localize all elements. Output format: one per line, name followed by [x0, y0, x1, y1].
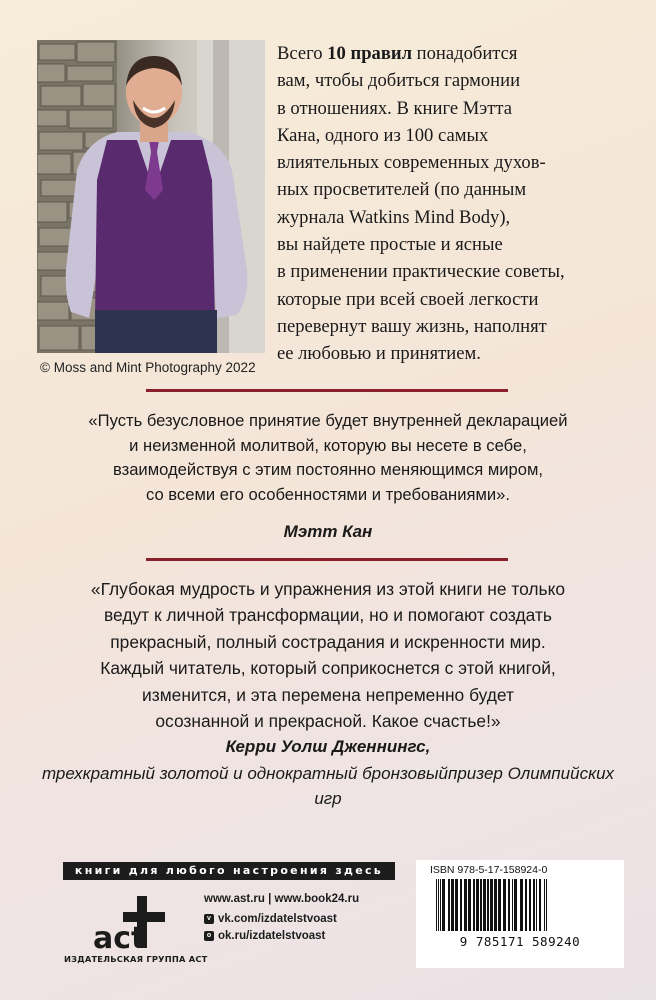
author-photo — [37, 40, 265, 353]
description-line: влиятельных современных духов- — [277, 152, 546, 174]
quote-line: ведут к личной трансформации, но и помогают создать — [104, 605, 552, 626]
description-line: вам, чтобы добиться гармонии — [277, 70, 521, 92]
barcode-bar — [533, 879, 535, 931]
barcode-bar — [539, 879, 541, 931]
barcode-bar — [468, 879, 471, 931]
endorser-description-line: призер Олимпийских игр — [314, 764, 615, 808]
barcode-bar — [498, 879, 501, 931]
barcode-bar — [460, 879, 462, 931]
barcode-bar — [520, 879, 523, 931]
ok-link-text: ok.ru/izdatelstvoast — [218, 930, 326, 942]
ok-link[interactable] — [204, 930, 359, 942]
website-links[interactable]: www.ast.ru | www.book24.ru — [204, 893, 360, 905]
barcode-bar — [536, 879, 537, 931]
barcode-bar — [473, 879, 475, 931]
quote-endorsement — [30, 576, 626, 734]
divider-rule — [146, 389, 508, 392]
quote-author-name: Мэтт Кан — [283, 522, 373, 541]
quote-line: «Пусть безусловное принятие будет внутренней декларацией — [88, 411, 568, 430]
ok-icon: o — [204, 931, 214, 941]
quote-line: прекрасный, полный сострадания и искренности мир. — [110, 631, 546, 652]
quote-line: взаимодействуя с этим постоянно меняющимся миром, — [112, 460, 544, 480]
barcode-bar — [494, 879, 497, 931]
barcode-bar — [544, 879, 545, 931]
barcode-bar — [451, 879, 454, 931]
barcode — [430, 879, 610, 935]
vk-icon: v — [204, 914, 214, 924]
barcode-bar — [512, 879, 513, 931]
tagline-banner: книги для любого настроения здесь — [63, 862, 395, 880]
publisher-links — [204, 893, 359, 947]
description-line: Всего 10 правил понадобится — [277, 43, 518, 64]
barcode-bar — [490, 879, 493, 931]
isbn-number: ISBN 978-5-17-158924-0 — [430, 864, 548, 876]
barcode-bar — [487, 879, 489, 931]
quote-line: осознанной и прекрасной. Какое счастье!» — [155, 711, 501, 732]
description-line: журнала Watkins Mind Body), — [277, 206, 511, 228]
vk-link-text: vk.com/izdatelstvoast — [218, 913, 337, 925]
description-line: в применении практические советы, — [277, 261, 565, 283]
barcode-bar — [503, 879, 506, 931]
barcode-bar — [525, 879, 527, 931]
barcode-bar — [476, 879, 479, 931]
description-line: в отношениях. В книге Мэтта — [277, 97, 512, 119]
emphasis-text: 10 правил — [327, 43, 413, 64]
description-line: Кана, одного из 100 самых — [277, 124, 489, 146]
ast-logo-text: act — [93, 921, 146, 956]
barcode-bar — [448, 879, 450, 931]
quote-author — [30, 409, 626, 507]
photo-credit: © Moss and Mint Photography 2022 — [40, 360, 256, 375]
barcode-bar — [440, 879, 441, 931]
publisher-name: ИЗДАТЕЛЬСКАЯ ГРУППА АСТ — [64, 954, 208, 964]
description-line: которые при всей своей легкости — [277, 288, 539, 310]
isbn-barcode-block — [416, 860, 624, 968]
quote-line: «Глубокая мудрость и упражнения из этой книги не только — [90, 579, 566, 599]
barcode-bar — [514, 879, 517, 931]
quote-line: и неизменной молитвой, которую вы несете в себе, — [129, 435, 527, 455]
description-line: перевернут вашу жизнь, наполнят — [277, 315, 547, 337]
barcode-bar — [455, 879, 458, 931]
description-line: ее любовью и принятием. — [277, 343, 481, 365]
description-line: вы найдете простые и ясные — [277, 234, 503, 256]
quote-line: Каждый читатель, который соприкоснется с этой книгой, — [100, 658, 556, 679]
barcode-bar — [464, 879, 467, 931]
barcode-bar — [546, 879, 547, 931]
description-line: ных просветителей (по данным — [277, 179, 527, 201]
barcode-bar — [483, 879, 486, 931]
barcode-bar — [442, 879, 445, 931]
barcode-bar — [436, 879, 437, 931]
barcode-digits: 9 785171 589240 — [459, 934, 581, 949]
vk-link[interactable] — [204, 913, 359, 925]
endorser-description — [30, 761, 626, 811]
author-photo-illustration — [37, 40, 265, 353]
barcode-bar — [508, 879, 510, 931]
divider-rule — [146, 558, 508, 561]
barcode-bar — [529, 879, 531, 931]
quote-line: со всеми его особенностями и требованиями». — [145, 484, 510, 504]
barcode-bar — [438, 879, 439, 931]
quote-line: изменится, и эта перемена непременно будет — [142, 684, 514, 705]
barcode-bar — [480, 879, 482, 931]
endorser-name: Керри Уолш Дженнингс, — [225, 737, 431, 756]
endorser-description-line: трехкратный золотой и однократный бронзовый — [41, 764, 448, 783]
book-description — [277, 40, 622, 368]
